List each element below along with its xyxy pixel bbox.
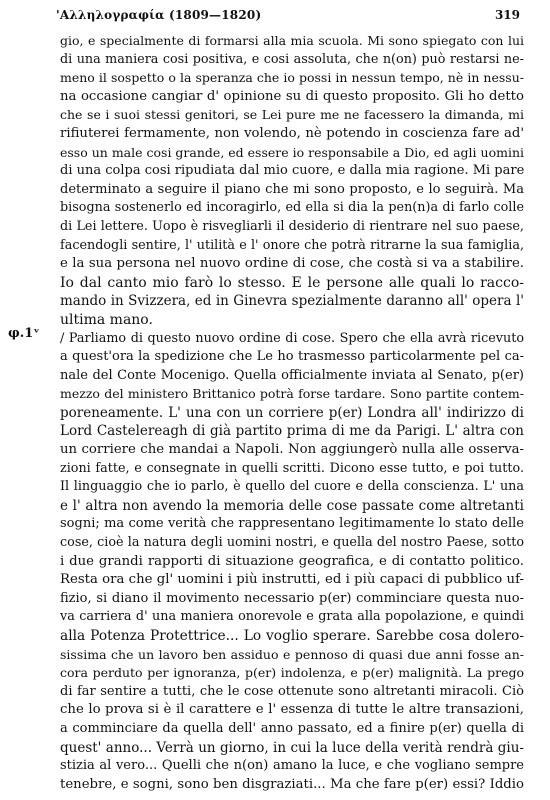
- text-line: na occasione cangiar d' opinione su di questo proposito. Gli ho detto: [60, 88, 524, 104]
- text-line: zioni fatte, e consegnate in quelli scritti. Dicono esse tutto, e poi tutto.: [60, 460, 524, 476]
- text-line: gio, e specialmente di formarsi alla mia scuola. Mi sono spiegato con lui: [60, 33, 524, 48]
- letter-body: [60, 32, 524, 794]
- text-line: meno il sospetto o la speranza che io possi in nessun tempo, nè in nessu-: [60, 70, 524, 86]
- page-header: [0, 8, 550, 28]
- text-line: mando in Svizzera, ed in Ginevra spezialmente daranno all' opera l': [60, 293, 524, 310]
- text-line: facendogli sentire, l' utilità e l' onore che potrà ritrarne la sua famiglia,: [60, 237, 524, 253]
- folio-margin-note: φ.1ᵛ: [8, 326, 40, 341]
- text-line: / Parliamo di questo nuovo ordine di cose. Spero che ella avrà ricevuto: [60, 330, 524, 346]
- text-line: cose, cioè la natura degli uomini nostri, e quella del nostro Paese, sotto: [60, 535, 524, 551]
- text-line: e l' altra non avendo la memoria delle cose passate come altretanti: [60, 497, 524, 514]
- text-line: cora perduto per ignoranza, p(er) indolenza, e p(er) malignità. La prego: [60, 665, 524, 681]
- text-line: determinato a seguire il piano che mi sono proposto, e lo seguirà. Ma: [60, 181, 524, 197]
- text-line: sogni; ma come verità che rappresentano legitimamente lo stato delle: [60, 516, 524, 532]
- text-line: di una colpa cosi ripudiata dal mio cuore, e dalla mia ragione. Mi pare: [60, 163, 524, 179]
- text-line: ultima mano.: [60, 311, 153, 328]
- text-line: che lo prova si è il carattere e l' essenza di tutte le altre transazioni,: [60, 702, 524, 718]
- text-line: nale del Conte Mocenigo. Quella officialmente inviata al Senato, p(er): [60, 367, 524, 383]
- text-line: bisogna sostenerlo ed incoragirlo, ed ella si dia la pen(n)a di farlo colle: [60, 200, 524, 216]
- text-line: mezzo del ministero Brittanico potrà forse tardare. Sono partite contem-: [60, 386, 524, 402]
- text-line: a quest'ora la spedizione che Le ho trasmesso particolarmente pel ca-: [60, 349, 524, 365]
- text-line: sissima che un lavoro ben assiduo e pennoso di quasi due anni fosse an-: [60, 646, 524, 662]
- page-number: 319: [494, 8, 520, 22]
- text-line: a comminciare da quella dell' anno passato, ed a finire p(er) quella di: [60, 720, 524, 736]
- text-line: tenebre, e sogni, sono ben disgraziati... Ma che fare p(er) essi? Iddio: [60, 776, 524, 792]
- text-line: e la sua persona nel nuovo ordine di cose, che costà si va a stabilire.: [60, 256, 524, 272]
- text-line: rifiuterei fermamente, non volendo, nè potendo in coscienza fare ad': [60, 125, 524, 141]
- text-line: va carriera d' una maniera onorevole e grata alla popolazione, e quindi: [60, 609, 524, 625]
- text-line: che se i suoi stessi genitori, se Lei pure me ne facessero la dimanda, mi: [60, 107, 524, 123]
- text-line: i due grandi rapporti di situazione geografica, e di contatto politico.: [60, 553, 524, 569]
- text-line: Lord Castelereagh di già partito prima di me da Parigi. L' altra con: [60, 423, 524, 440]
- text-line: di far sentire a tutti, che le cose ottenute sono altretanti miracoli. Ciò: [60, 683, 524, 699]
- text-line: quest' anno... Verrà un giorno, in cui la luce della verità rendrà giu-: [60, 739, 524, 756]
- text-line: fizio, si diano il movimento necessario p(er) comminciare questa nuo-: [60, 590, 524, 606]
- text-line: Resta ora che gl' uomini i più instrutti, ed i più capaci di pubblico uf-: [60, 572, 524, 588]
- text-line: poreneamente. L' una con un corriere p(er) Londra all' indirizzo di: [60, 404, 524, 421]
- text-line: alla Potenza Protettrice... Lo voglio sperare. Sarebbe cosa dolero-: [60, 628, 524, 644]
- text-line: stizia al vero... Quelli che n(on) amano la luce, e che vogliano sempre: [60, 758, 524, 774]
- text-line: Il linguaggio che io parlo, è quello del cuore e della conscienza. L' una: [60, 479, 524, 495]
- text-line: un corriere che mandai a Napoli. Non aggiungerò nulla alle osserva-: [60, 442, 524, 458]
- text-line: esso un male cosi grande, ed essere io responsabile a Dio, ed agli uomini: [60, 144, 524, 160]
- text-line: di Lei lettere. Uopo è risvegliarli il desiderio di rientrare nel suo paese,: [60, 218, 524, 234]
- text-line: di una maniera cosi positiva, e cosi assoluta, che n(on) può restarsi ne-: [60, 51, 524, 67]
- text-line: Io dal canto mio farò lo stesso. E le persone alle quali lo racco-: [60, 274, 524, 291]
- running-title: 'Αλληλογραφία (1809—1820): [56, 8, 262, 22]
